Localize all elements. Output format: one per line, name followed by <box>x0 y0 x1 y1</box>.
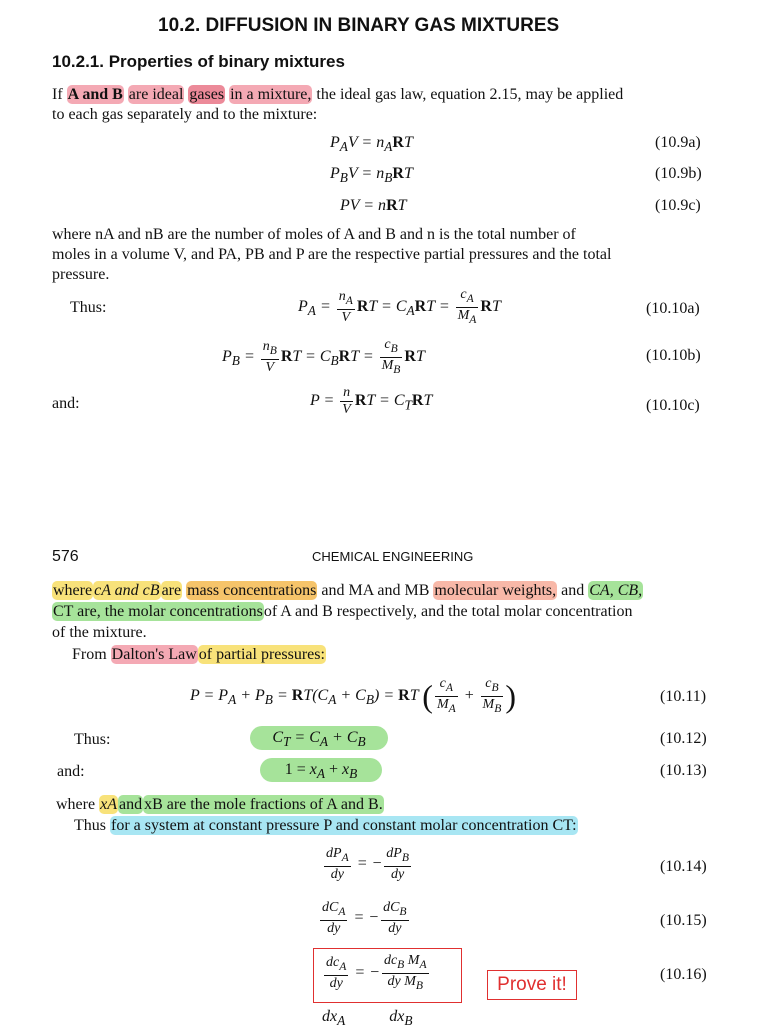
equation-10-17-partial: $dx_A$ $dx_B$ <box>322 1008 413 1029</box>
label-thus: Thus: <box>74 731 111 748</box>
para1-line1 <box>52 85 623 105</box>
equation-10-11: $P = P_A + P_B = RT(C_A + C_B)$ = RT ( $\frac{c_A}{M_A}$ + $\frac{c_B}{M_B}$ ) <box>190 676 516 715</box>
equation-10-12: $C_T = C_A + C_B$ <box>250 726 388 750</box>
page-number: 576 <box>52 548 79 565</box>
section-heading: 10.2. DIFFUSION IN BINARY GAS MIXTURES <box>158 15 560 36</box>
running-head: CHEMICAL ENGINEERING <box>312 549 474 564</box>
text-and-ma-mb: and MA and MB <box>321 582 430 599</box>
highlight-are-ideal: are ideal <box>128 86 184 103</box>
equation-10-13: $1 = x_A + x_B$ <box>260 758 382 782</box>
para4-line <box>56 795 384 815</box>
para2-line3: pressure. <box>52 266 110 283</box>
from-line <box>72 645 326 665</box>
equation-tag: (10.9b) <box>655 165 702 182</box>
para1-rest: the ideal gas law, equation 2.15, may be applied <box>316 86 624 103</box>
equation-10-14: $\frac{dP_A}{dy}$ = − $\frac{dP_B}{dy}$ <box>326 846 409 882</box>
label-thus: Thus: <box>70 299 107 316</box>
word-from: From <box>72 646 107 663</box>
highlight-gases: gases <box>189 86 225 103</box>
highlight-daltons-law: Dalton's Law <box>111 646 197 663</box>
equation-tag: (10.10c) <box>646 397 700 414</box>
subsection-heading: 10.2.1. Properties of binary mixtures <box>52 52 345 71</box>
equation-tag: (10.12) <box>660 730 707 747</box>
word-thus: Thus <box>74 817 106 834</box>
equation-10-15: $\frac{dC_A}{dy}$ = − $\frac{dC_B}{dy}$ <box>322 900 407 936</box>
equation-10-9b: $P_BV = n_BRT$ <box>330 165 413 186</box>
para2-line2: moles in a volume V, and PA, PB and P are the respective partial pressures and the total <box>52 246 612 263</box>
equation-10-9a: $P_AV = n_ART$ <box>330 134 413 155</box>
annotation-prove-it: Prove it! <box>487 970 577 1000</box>
equation-tag: (10.10a) <box>646 300 700 317</box>
word-if: If <box>52 86 63 103</box>
highlight-and: and <box>118 796 143 813</box>
highlight-molar-concentrations: CT are, the molar concentrations <box>53 603 263 620</box>
highlight-a-and-b: A and B <box>67 86 123 103</box>
para3-rest: of A and B respectively, and the total molar concentration <box>263 603 633 620</box>
label-and: and: <box>52 395 80 412</box>
para3-line1 <box>52 581 643 601</box>
equation-10-10b: $P_B$ = $\frac{n_B}{V}$ RT = $C_BRT$ = $\frac{c_B}{M_B}$ RT <box>222 337 425 376</box>
highlight-cap-ca-cb: CA, CB, <box>589 582 643 599</box>
para3-line3: of the mixture. <box>52 624 147 641</box>
equation-tag: (10.14) <box>660 858 707 875</box>
text-and: and <box>561 582 585 599</box>
equation-tag: (10.15) <box>660 912 707 929</box>
word-where: where <box>56 796 96 813</box>
highlight-molecular-weights: molecular weights, <box>434 582 557 599</box>
equation-tag: (10.9c) <box>655 197 701 214</box>
equation-tag: (10.16) <box>660 966 707 983</box>
equation-tag: (10.13) <box>660 762 707 779</box>
equation-tag: (10.10b) <box>646 347 701 364</box>
equation-10-9c: PV = nRT <box>340 197 407 214</box>
highlight-mole-fractions: xB are the mole fractions of A and B. <box>144 796 383 813</box>
equation-10-16: $\frac{dc_A}{dy}$ = − $\frac{dc_B M_A}{dy M_B}$ <box>326 953 427 992</box>
highlight-xa: xA <box>100 796 117 813</box>
label-and: and: <box>57 763 85 780</box>
highlight-ca-cb: cA and cB <box>94 582 160 599</box>
para5-line <box>74 816 578 836</box>
highlight-constant-pressure: for a system at constant pressure P and constant molar concentration CT: <box>111 817 577 834</box>
highlight-of-partial-pressures: of partial pressures: <box>198 646 325 663</box>
equation-10-10c: P = $\frac{n}{V}$ RT = $C_TRT$ <box>310 385 433 417</box>
equation-tag: (10.11) <box>660 688 707 705</box>
para3-line2 <box>52 602 632 622</box>
equation-10-10a: $P_A$ = $\frac{n_A}{V}$ RT = $C_ART$ = $\frac{c_A}{M_A}$ RT <box>298 287 501 326</box>
para2-line1: where nA and nB are the number of moles of A and B and n is the total number of <box>52 226 576 243</box>
highlight-where: where <box>53 582 93 599</box>
highlight-in-mixture: in a mixture, <box>230 86 312 103</box>
equation-tag: (10.9a) <box>655 134 701 151</box>
highlight-are: are <box>161 582 182 599</box>
para1-line2: to each gas separately and to the mixture: <box>52 106 318 123</box>
highlight-mass-concentrations: mass concentrations <box>187 582 317 599</box>
